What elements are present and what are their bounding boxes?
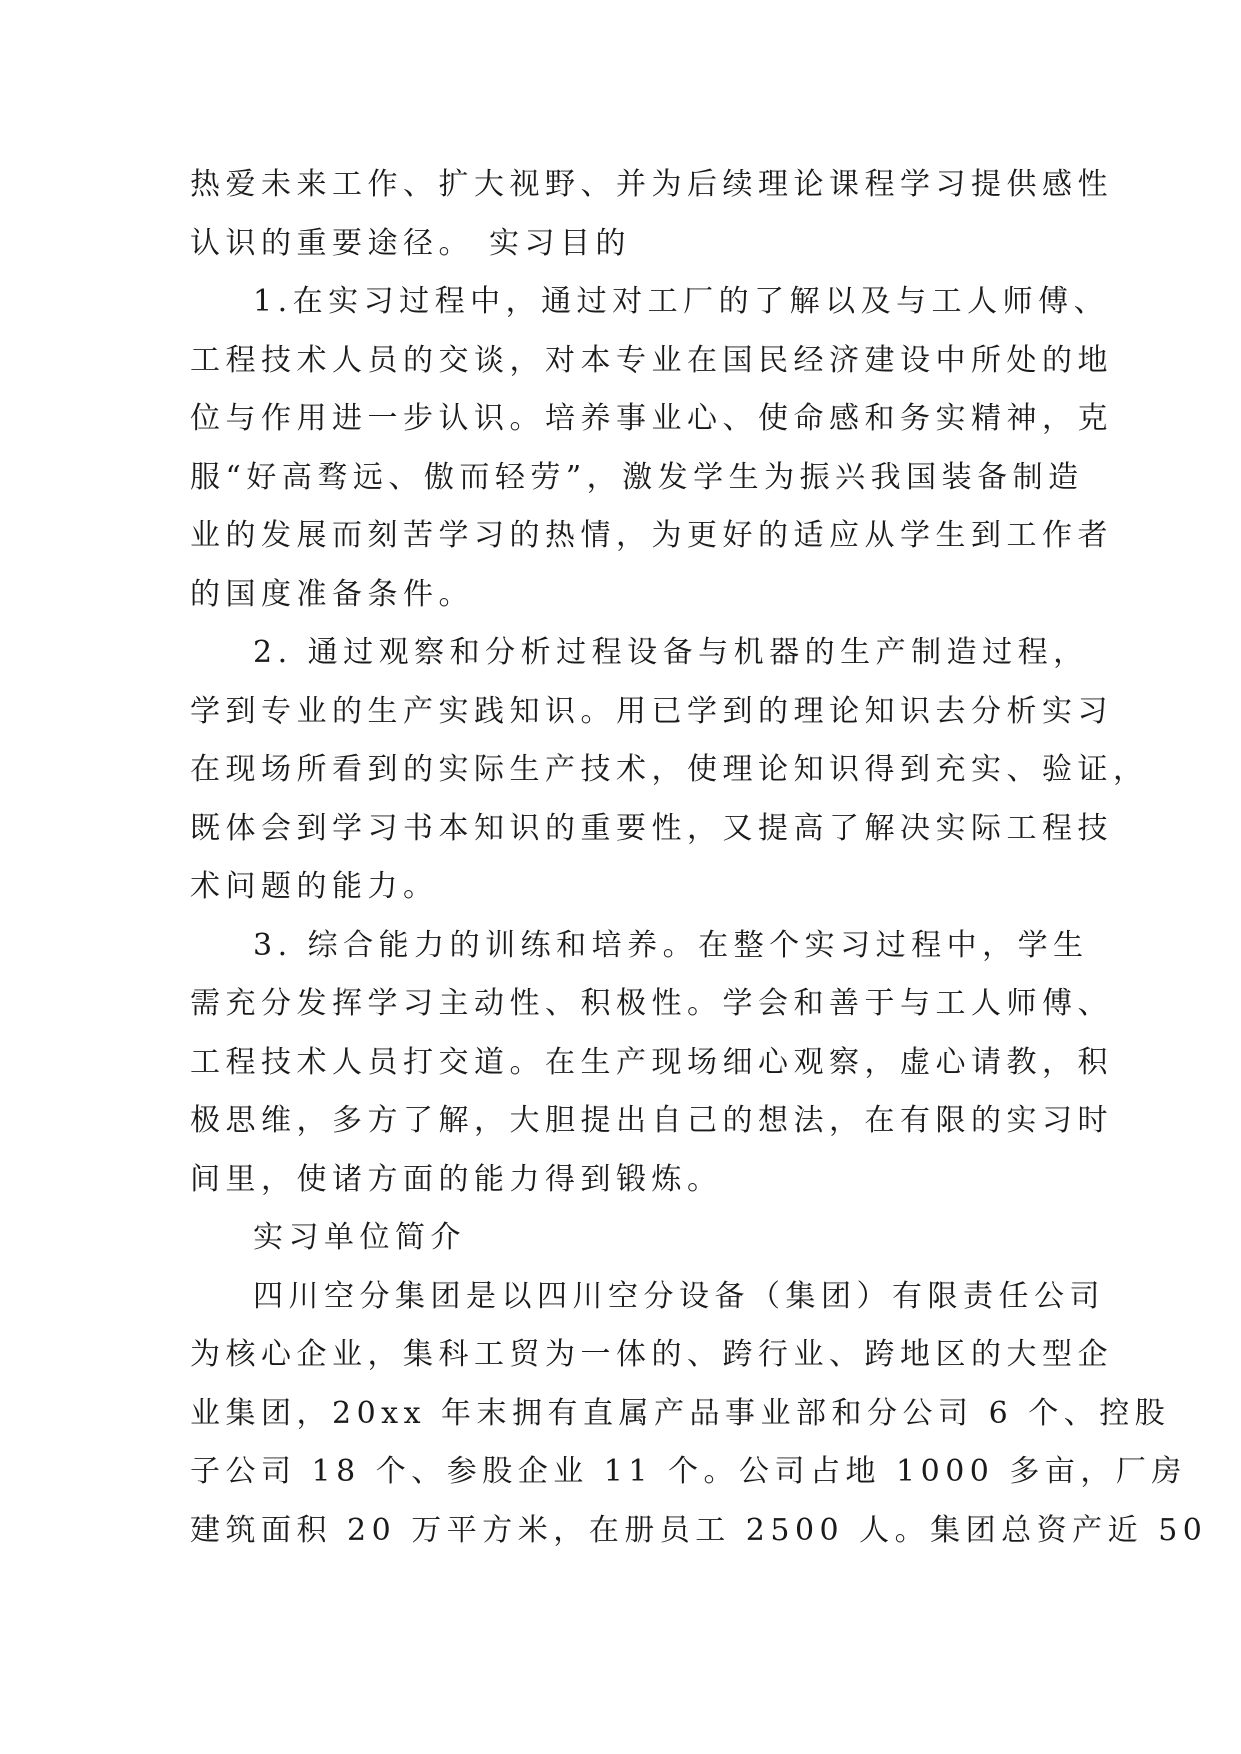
text-line: 业的发展而刻苦学习的热情，为更好的适应从学生到工作者: [190, 518, 1113, 553]
text-line: 子公司 18 个、参股企业 11 个。公司占地 1000 多亩，厂房: [190, 1454, 1187, 1489]
text-line: 极思维，多方了解，大胆提出自己的想法，在有限的实习时: [190, 1103, 1113, 1138]
text-line: 工程技术人员的交谈，对本专业在国民经济建设中所处的地: [190, 342, 1113, 378]
text-line: 学到专业的生产实践知识。用已学到的理论知识去分析实习: [190, 693, 1113, 729]
text-line: 2. 通过观察和分析过程设备与机器的生产制造过程，: [253, 635, 1089, 670]
text-line: 术问题的能力。: [190, 869, 439, 904]
text-line: 热爱未来工作、扩大视野、并为后续理论课程学习提供感性: [190, 167, 1113, 202]
text-line: 3. 综合能力的训练和培养。在整个实习过程中，学生: [253, 927, 1089, 963]
document-body: [190, 156, 1208, 1560]
text-line: 1.在实习过程中，通过对工厂的了解以及与工人师傅、: [253, 284, 1110, 319]
text-line: 位与作用进一步认识。培养事业心、使命感和务实精神，克: [190, 401, 1113, 436]
text-line: 业集团，20xx 年末拥有直属产品事业部和分公司 6 个、控股: [190, 1395, 1171, 1431]
text-line: 为核心企业，集科工贸为一体的、跨行业、跨地区的大型企: [190, 1337, 1113, 1372]
text-line: 建筑面积 20 万平方米，在册员工 2500 人。集团总资产近 50: [190, 1512, 1208, 1548]
text-line: 认识的重要途径。 实习目的: [190, 225, 632, 261]
text-line: 间里，使诸方面的能力得到锻炼。: [190, 1161, 723, 1197]
text-line: 需充分发挥学习主动性、积极性。学会和善于与工人师傅、: [190, 986, 1113, 1021]
text-line: 既体会到学习书本知识的重要性，又提高了解决实际工程技: [190, 810, 1113, 846]
text-line: 工程技术人员打交道。在生产现场细心观察，虚心请教，积: [190, 1044, 1113, 1080]
section-heading: 实习单位简介: [253, 1220, 466, 1255]
text-line: 在现场所看到的实际生产技术，使理论知识得到充实、验证，: [190, 752, 1149, 787]
text-line: 的国度准备条件。: [190, 576, 474, 612]
text-line: 四川空分集团是以四川空分设备（集团）有限责任公司: [253, 1278, 1105, 1314]
text-line: 服“好高骛远、傲而轻劳”，激发学生为振兴我国装备制造: [190, 459, 1084, 495]
